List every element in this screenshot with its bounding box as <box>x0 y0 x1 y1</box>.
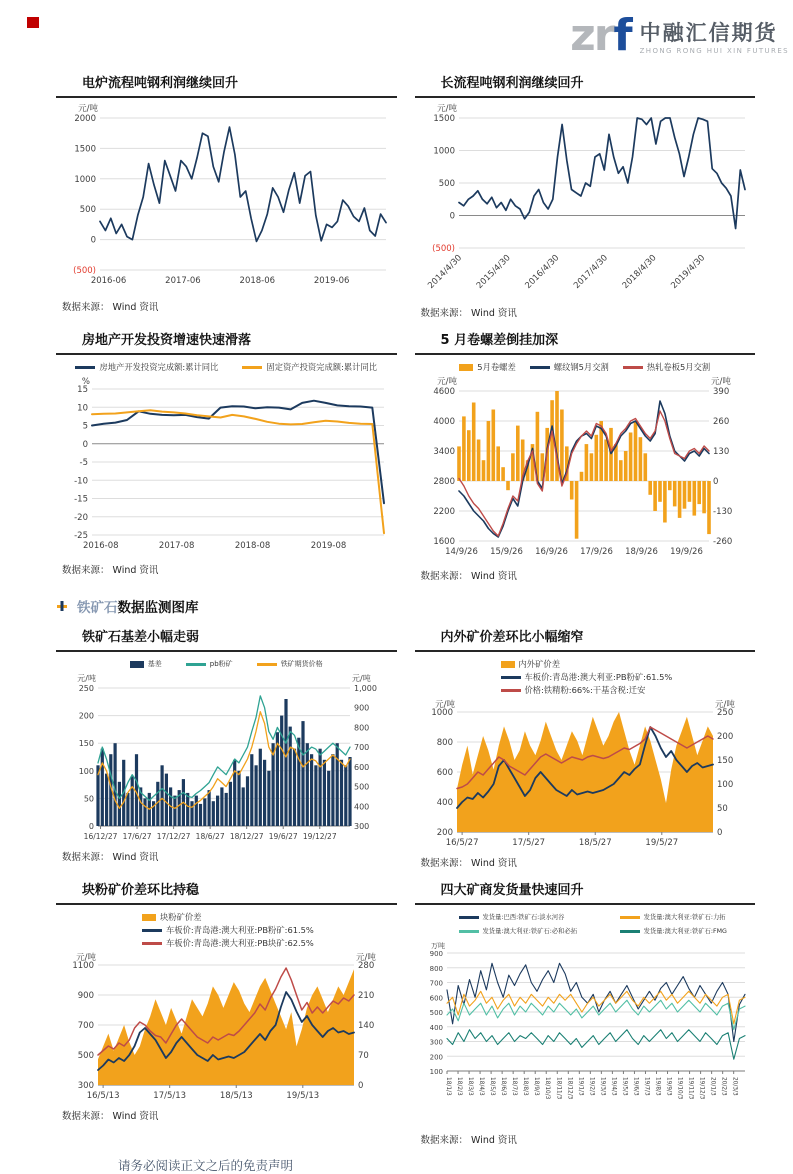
legend-label: 基差 <box>147 660 162 668</box>
svg-text:260: 260 <box>712 417 729 427</box>
svg-text:15: 15 <box>77 385 88 395</box>
legend-item <box>130 658 162 671</box>
svg-text:-15: -15 <box>74 494 88 505</box>
data-source: 数据来源： Wind 资讯 <box>420 308 517 319</box>
svg-text:1000: 1000 <box>432 146 455 157</box>
svg-text:-20: -20 <box>74 512 88 523</box>
chart-legend <box>56 658 397 671</box>
svg-text:0: 0 <box>90 235 96 246</box>
svg-text:0: 0 <box>716 828 722 838</box>
svg-text:4600: 4600 <box>432 387 455 397</box>
legend-swatch <box>459 930 479 933</box>
svg-text:14/9/26: 14/9/26 <box>444 547 478 557</box>
svg-text:1,000: 1,000 <box>354 684 377 693</box>
svg-text:700: 700 <box>429 979 443 988</box>
legend-label: pb粉矿 <box>209 660 233 668</box>
svg-text:2019/4/30: 2019/4/30 <box>668 253 707 291</box>
svg-text:16/5/27: 16/5/27 <box>445 838 479 848</box>
legend-label: 车板价:青岛港:澳大利亚:PB粉矿:61.5% <box>524 672 673 682</box>
svg-text:18/3/3: 18/3/3 <box>466 1077 473 1096</box>
legend-swatch <box>459 364 473 371</box>
chart-legend <box>415 658 756 697</box>
section-header-iron-ore <box>56 596 755 616</box>
svg-text:800: 800 <box>354 723 370 733</box>
svg-text:2016-08: 2016-08 <box>83 541 119 551</box>
chart-canvas <box>56 672 394 844</box>
svg-text:(500): (500) <box>431 244 455 254</box>
svg-text:18/2/3: 18/2/3 <box>455 1077 462 1096</box>
section-title <box>77 596 199 616</box>
company-name-en: ZHONG RONG HUI XIN FUTURES <box>639 46 789 55</box>
chart-title: 块粉矿价差环比持稳 <box>56 879 397 905</box>
svg-text:100: 100 <box>716 780 733 790</box>
logo-mark-f: f <box>613 10 631 61</box>
legend-item <box>75 361 218 374</box>
svg-text:300: 300 <box>429 1038 443 1047</box>
red-corner-mark <box>27 17 39 28</box>
svg-text:20/3/3: 20/3/3 <box>731 1077 738 1096</box>
legend-item <box>459 925 616 938</box>
svg-text:19/8/3: 19/8/3 <box>653 1077 660 1096</box>
svg-text:2200: 2200 <box>432 507 455 517</box>
legend-label: 内外矿价差 <box>518 659 560 669</box>
chart-title: 电炉流程吨钢利润继续回升 <box>56 72 397 98</box>
legend-swatch <box>142 914 156 921</box>
svg-text:18/6/27: 18/6/27 <box>195 832 225 841</box>
svg-text:-130: -130 <box>712 507 732 517</box>
svg-text:900: 900 <box>429 950 443 958</box>
svg-text:17/12/27: 17/12/27 <box>156 832 191 841</box>
svg-text:18/5/27: 18/5/27 <box>578 838 612 848</box>
chart-canvas <box>56 951 394 1103</box>
chart-long-process-profit <box>415 98 756 300</box>
chart-block-lump-fines-spread <box>56 879 397 1146</box>
svg-text:18/12/27: 18/12/27 <box>229 832 264 841</box>
svg-text:600: 600 <box>354 762 370 772</box>
section-title-rest: 数据监测图库 <box>117 600 199 616</box>
svg-text:600: 600 <box>436 768 453 778</box>
legend-swatch <box>620 916 640 919</box>
svg-text:150: 150 <box>716 756 733 766</box>
svg-text:18/8/3: 18/8/3 <box>521 1077 528 1096</box>
chart-canvas <box>56 375 394 557</box>
svg-text:2017-08: 2017-08 <box>158 541 195 551</box>
svg-text:200: 200 <box>78 711 94 721</box>
svg-text:19/9/3: 19/9/3 <box>665 1077 672 1096</box>
chart-canvas <box>56 102 394 294</box>
svg-text:70: 70 <box>358 1051 369 1061</box>
svg-text:元/吨: 元/吨 <box>714 700 735 710</box>
svg-text:18/10/3: 18/10/3 <box>543 1077 550 1100</box>
svg-text:17/5/13: 17/5/13 <box>153 1091 187 1101</box>
legend-item <box>530 361 609 374</box>
legend-item <box>620 925 759 938</box>
svg-text:2019-06: 2019-06 <box>313 276 350 286</box>
chart-block-long-process-profit <box>415 72 756 319</box>
legend-swatch <box>459 916 479 919</box>
chart-legend <box>56 911 397 950</box>
svg-text:19/3/3: 19/3/3 <box>598 1077 605 1096</box>
svg-text:2017/4/30: 2017/4/30 <box>571 253 610 291</box>
legend-item <box>623 361 710 374</box>
svg-text:210: 210 <box>358 991 375 1001</box>
legend-label: 车板价:青岛港:澳大利亚:PB粉矿:61.5% <box>166 925 314 935</box>
chart-lump-fines-spread <box>56 905 397 1103</box>
svg-text:2000: 2000 <box>74 114 96 124</box>
svg-text:700: 700 <box>354 743 370 753</box>
chart-legend <box>415 911 756 938</box>
svg-text:800: 800 <box>429 964 443 973</box>
svg-text:16/12/27: 16/12/27 <box>83 832 118 841</box>
svg-text:19/12/27: 19/12/27 <box>302 832 337 841</box>
chart-title: 四大矿商发货量快速回升 <box>415 879 756 905</box>
legend-label: 螺纹钢5月交割 <box>553 362 609 372</box>
svg-text:%: % <box>81 377 90 387</box>
legend-item <box>501 684 646 697</box>
chart-block-miner-shipments <box>415 879 756 1146</box>
disclaimer-footer: 请务必阅读正文之后的免责声明 <box>118 1158 294 1173</box>
legend-swatch <box>142 942 162 945</box>
legend-label: 车板价:青岛港:澳大利亚:PB块矿:62.5% <box>166 938 314 948</box>
logo-mark <box>570 10 631 61</box>
svg-text:元/吨: 元/吨 <box>78 104 98 114</box>
svg-text:0: 0 <box>449 211 455 222</box>
svg-text:19/1/3: 19/1/3 <box>576 1077 583 1096</box>
legend-item <box>142 911 202 924</box>
svg-text:元/吨: 元/吨 <box>76 953 96 963</box>
legend-item <box>501 671 673 684</box>
svg-text:18/11/3: 18/11/3 <box>554 1077 561 1100</box>
svg-text:19/10/3: 19/10/3 <box>676 1077 683 1100</box>
svg-text:17/5/27: 17/5/27 <box>511 838 545 848</box>
section-bullet-icon <box>56 600 68 612</box>
legend-swatch <box>623 366 643 369</box>
svg-text:250: 250 <box>78 684 94 693</box>
data-source: 数据来源： Wind 资讯 <box>420 1135 517 1146</box>
svg-text:0: 0 <box>358 1081 364 1091</box>
svg-text:700: 700 <box>77 1021 94 1031</box>
legend-item <box>257 658 323 671</box>
data-source: 数据来源： Wind 资讯 <box>62 852 159 863</box>
svg-text:0: 0 <box>88 822 94 831</box>
svg-text:400: 400 <box>429 1023 443 1032</box>
svg-text:20/1/3: 20/1/3 <box>709 1077 716 1096</box>
chart-block-real-estate-investment <box>56 329 397 582</box>
svg-text:500: 500 <box>77 1051 94 1061</box>
chart-electric-furnace-profit <box>56 98 397 294</box>
svg-text:19/6/3: 19/6/3 <box>631 1077 638 1096</box>
chart-block-domestic-foreign-ore-spread <box>415 626 756 869</box>
legend-item <box>186 658 233 671</box>
svg-text:19/6/27: 19/6/27 <box>268 832 298 841</box>
svg-text:元/吨: 元/吨 <box>77 674 96 683</box>
legend-label: 热轧卷板5月交割 <box>646 362 711 372</box>
svg-text:500: 500 <box>438 179 455 189</box>
svg-text:400: 400 <box>436 798 453 808</box>
svg-text:1000: 1000 <box>430 708 453 718</box>
svg-text:元/吨: 元/吨 <box>434 700 455 710</box>
legend-label: 发货量:澳大利亚:铁矿石:FMG <box>643 928 727 935</box>
svg-text:100: 100 <box>429 1068 443 1076</box>
svg-text:元/吨: 元/吨 <box>436 104 457 114</box>
data-source: 数据来源： Wind 资讯 <box>62 302 159 313</box>
svg-text:-260: -260 <box>712 537 732 547</box>
svg-text:250: 250 <box>716 708 733 718</box>
svg-text:元/吨: 元/吨 <box>352 674 371 683</box>
svg-text:18/5/3: 18/5/3 <box>488 1077 495 1096</box>
legend-label: 发货量:巴西:铁矿石:淡水河谷 <box>482 914 565 921</box>
svg-text:元/吨: 元/吨 <box>436 377 457 387</box>
svg-text:200: 200 <box>429 1053 443 1062</box>
svg-text:19/4/3: 19/4/3 <box>609 1077 616 1096</box>
legend-label: 房地产开发投资完成额:累计同比 <box>99 362 219 372</box>
svg-text:0: 0 <box>712 477 718 487</box>
svg-text:19/11/3: 19/11/3 <box>687 1077 694 1100</box>
svg-text:130: 130 <box>712 447 729 457</box>
chart-block-electric-furnace-profit <box>56 72 397 319</box>
svg-text:140: 140 <box>358 1021 375 1031</box>
svg-text:16/5/13: 16/5/13 <box>86 1091 120 1101</box>
chart-title: 铁矿石基差小幅走弱 <box>56 626 397 652</box>
svg-text:500: 500 <box>79 205 96 216</box>
svg-text:1500: 1500 <box>432 114 455 124</box>
legend-swatch <box>501 689 521 692</box>
legend-swatch <box>242 366 262 369</box>
svg-text:17/9/26: 17/9/26 <box>579 547 613 557</box>
svg-text:19/12/3: 19/12/3 <box>698 1077 705 1100</box>
chart-block-may-coil-rebar-spread <box>415 329 756 582</box>
legend-swatch <box>501 676 521 679</box>
svg-text:500: 500 <box>429 1009 443 1017</box>
chart-miner-shipments <box>415 905 756 1127</box>
legend-item <box>142 937 314 950</box>
legend-swatch <box>257 663 277 666</box>
svg-text:300: 300 <box>354 822 370 831</box>
logo-text <box>640 18 789 55</box>
legend-label: 价格:铁精粉:66%:干基含税:迁安 <box>524 685 646 695</box>
svg-text:万吨: 万吨 <box>430 942 445 950</box>
svg-text:2017-06: 2017-06 <box>165 276 201 286</box>
svg-text:150: 150 <box>78 739 94 749</box>
legend-item <box>459 361 515 374</box>
svg-text:200: 200 <box>716 732 733 742</box>
svg-text:18/12/3: 18/12/3 <box>565 1077 572 1100</box>
svg-text:15/9/26: 15/9/26 <box>489 547 523 557</box>
chart-real-estate-investment <box>56 355 397 557</box>
legend-swatch <box>620 930 640 933</box>
svg-text:2018/4/30: 2018/4/30 <box>620 253 659 291</box>
chart-iron-ore-basis <box>56 652 397 844</box>
legend-swatch <box>130 661 144 668</box>
svg-text:18/5/13: 18/5/13 <box>219 1091 253 1101</box>
svg-text:18/7/3: 18/7/3 <box>510 1077 517 1096</box>
svg-text:900: 900 <box>77 991 94 1001</box>
svg-text:元/吨: 元/吨 <box>710 377 731 387</box>
legend-item <box>242 361 377 374</box>
brand-logo <box>570 10 789 61</box>
svg-text:500: 500 <box>354 782 370 792</box>
legend-label: 固定资产投资完成额:累计同比 <box>266 362 378 372</box>
svg-text:19/7/3: 19/7/3 <box>642 1077 649 1096</box>
data-source: 数据来源： Wind 资讯 <box>420 571 517 582</box>
legend-item <box>501 658 561 671</box>
legend-item <box>459 911 616 924</box>
legend-swatch <box>75 366 95 369</box>
svg-text:17/6/27: 17/6/27 <box>122 832 152 841</box>
chart-legend <box>56 361 397 374</box>
svg-text:-10: -10 <box>74 476 88 487</box>
svg-text:2018-08: 2018-08 <box>234 541 271 551</box>
svg-text:2014/4/30: 2014/4/30 <box>425 253 464 291</box>
company-name: 中融汇信期货 <box>639 20 778 45</box>
svg-text:100: 100 <box>78 766 94 776</box>
svg-text:19/5/3: 19/5/3 <box>620 1077 627 1096</box>
svg-text:18/4/3: 18/4/3 <box>477 1077 484 1096</box>
svg-text:16/9/26: 16/9/26 <box>534 547 568 557</box>
chart-canvas <box>415 102 753 300</box>
svg-text:元/吨: 元/吨 <box>356 953 376 963</box>
svg-text:600: 600 <box>429 994 443 1003</box>
legend-label: 发货量:澳大利亚:铁矿石:力拓 <box>643 914 726 921</box>
chart-title: 5 月卷螺差倒挂加深 <box>415 329 756 355</box>
chart-title: 房地产开发投资增速快速滑落 <box>56 329 397 355</box>
svg-text:1600: 1600 <box>432 537 455 547</box>
svg-text:50: 50 <box>716 804 728 814</box>
data-source: 数据来源： Wind 资讯 <box>420 858 517 869</box>
svg-text:19/9/26: 19/9/26 <box>669 547 703 557</box>
chart-canvas <box>415 698 753 850</box>
svg-text:18/9/26: 18/9/26 <box>624 547 658 557</box>
chart-title: 长流程吨钢利润继续回升 <box>415 72 756 98</box>
chart-legend <box>415 361 756 374</box>
svg-text:300: 300 <box>77 1081 94 1091</box>
section-title-highlight: 铁矿石 <box>77 600 118 616</box>
chart-block-iron-ore-basis <box>56 626 397 869</box>
svg-text:3400: 3400 <box>432 447 455 457</box>
svg-text:-25: -25 <box>74 531 88 541</box>
chart-canvas <box>415 375 753 563</box>
legend-label: 发货量:澳大利亚:铁矿石:必和必拓 <box>482 928 578 935</box>
svg-text:1500: 1500 <box>74 144 96 155</box>
svg-text:1000: 1000 <box>74 174 96 185</box>
svg-text:2015/4/30: 2015/4/30 <box>474 253 513 291</box>
svg-text:18/9/3: 18/9/3 <box>532 1077 539 1096</box>
svg-text:200: 200 <box>436 828 453 838</box>
chart-domestic-foreign-ore-spread <box>415 652 756 850</box>
legend-swatch <box>142 929 162 932</box>
chart-canvas <box>415 939 753 1127</box>
svg-text:18/6/3: 18/6/3 <box>499 1077 506 1096</box>
svg-text:2016/4/30: 2016/4/30 <box>522 253 561 291</box>
chart-title: 内外矿价差环比小幅缩窄 <box>415 626 756 652</box>
svg-text:2016-06: 2016-06 <box>90 276 127 286</box>
legend-label: 铁矿期货价格 <box>280 660 323 668</box>
svg-text:(500): (500) <box>73 266 96 276</box>
svg-text:4000: 4000 <box>432 417 455 427</box>
svg-text:390: 390 <box>712 387 729 397</box>
svg-text:10: 10 <box>77 403 88 414</box>
legend-item <box>620 911 759 924</box>
svg-text:20/2/3: 20/2/3 <box>720 1077 727 1096</box>
legend-swatch <box>530 366 550 369</box>
legend-item <box>142 924 314 937</box>
svg-text:19/5/13: 19/5/13 <box>286 1091 320 1101</box>
svg-text:1100: 1100 <box>72 961 94 971</box>
svg-text:2800: 2800 <box>432 477 455 487</box>
chart-may-coil-rebar-spread <box>415 355 756 563</box>
legend-swatch <box>186 663 206 666</box>
svg-text:800: 800 <box>436 738 453 748</box>
svg-text:18/1/3: 18/1/3 <box>444 1077 451 1096</box>
legend-label: 5月卷螺差 <box>477 362 516 372</box>
legend-label: 块粉矿价差 <box>160 912 202 922</box>
data-source: 数据来源： Wind 资讯 <box>62 565 159 576</box>
chart-grid <box>0 72 793 1146</box>
svg-text:5: 5 <box>82 421 88 432</box>
svg-text:2018-06: 2018-06 <box>239 276 276 286</box>
svg-text:2019-08: 2019-08 <box>310 541 347 551</box>
data-source: 数据来源： Wind 资讯 <box>62 1111 159 1122</box>
svg-text:50: 50 <box>83 794 94 804</box>
svg-text:400: 400 <box>354 802 370 812</box>
svg-text:0: 0 <box>82 439 88 450</box>
legend-swatch <box>501 661 515 668</box>
svg-text:19/5/27: 19/5/27 <box>644 838 678 848</box>
svg-text:19/2/3: 19/2/3 <box>587 1077 594 1096</box>
svg-text:900: 900 <box>354 703 370 713</box>
svg-text:-5: -5 <box>79 458 88 468</box>
svg-text:280: 280 <box>358 961 375 971</box>
logo-mark-zr: zr <box>570 10 614 61</box>
